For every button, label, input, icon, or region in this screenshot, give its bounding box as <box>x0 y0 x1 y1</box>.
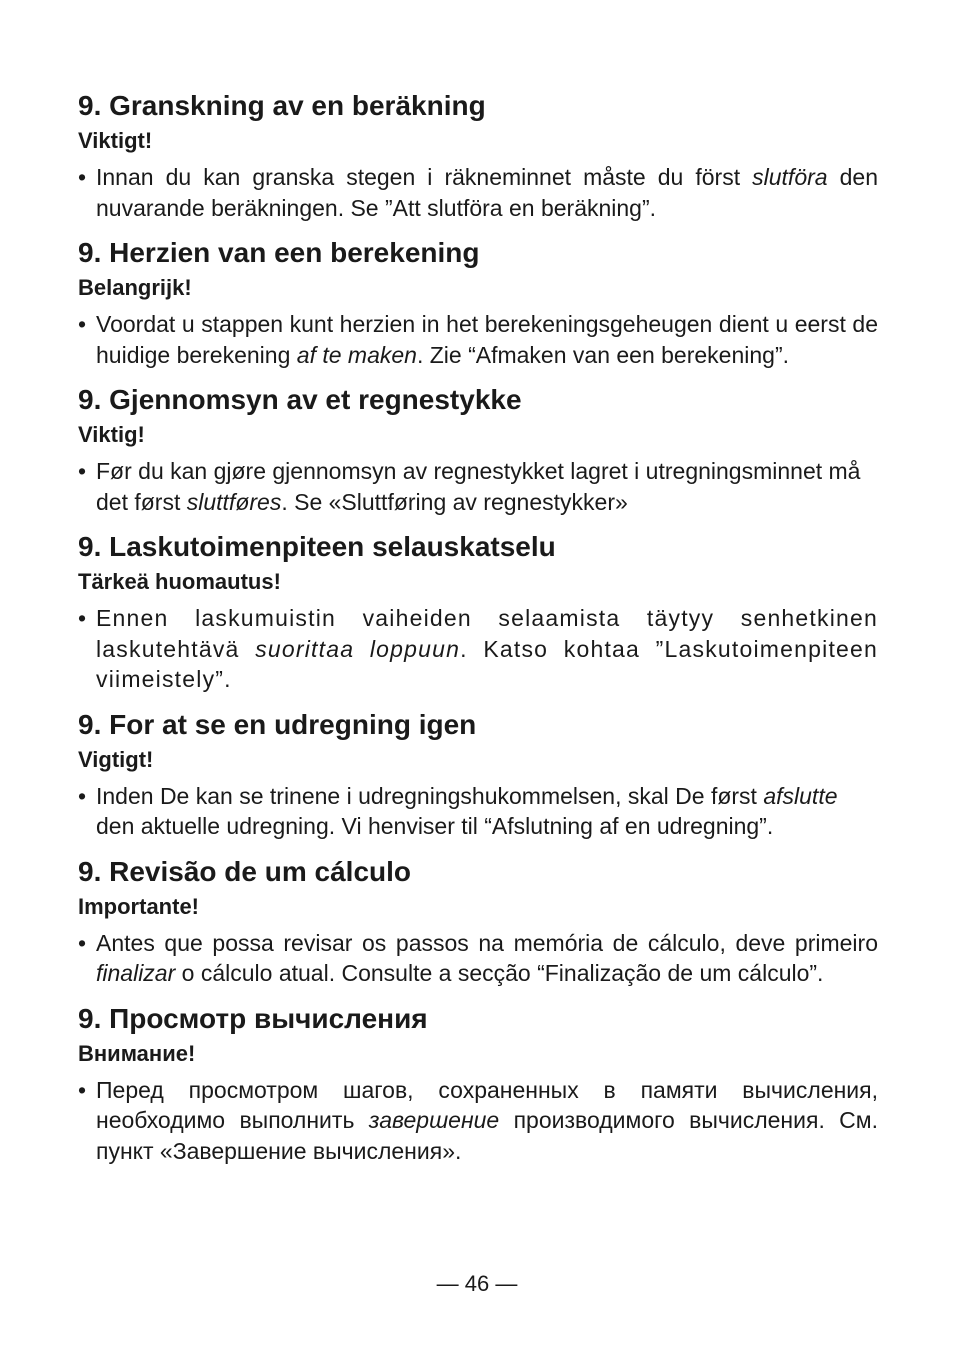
section-finnish <box>78 529 878 695</box>
bullet-text-part: Innan du kan granska stegen i räkneminnet måste du först <box>96 164 753 190</box>
bullet-item <box>78 781 878 842</box>
bullet-item <box>78 603 878 695</box>
important-label: Viktig! <box>78 422 145 447</box>
bullet-text <box>96 162 878 223</box>
bullet-dot: • <box>78 311 87 337</box>
bullet-item <box>78 162 878 223</box>
section-heading: 9. Granskning av en beräkning <box>78 90 486 121</box>
bullet-text-part: Ennen laskumuistin vaiheiden selaamista täytyy senhetkinen laskutehtävä <box>96 605 878 662</box>
bullet-dot: • <box>78 929 87 956</box>
bullet-text-part: Voordat u stappen kunt herzien in het berekeningsgeheugen dient u eerst de huidige berekening <box>96 311 878 368</box>
bullet-dot: • <box>78 605 87 631</box>
bullet-text <box>96 603 878 695</box>
bullet-emphasis: завершение <box>368 1107 500 1133</box>
bullet-dot: • <box>78 782 87 809</box>
section-portuguese <box>78 854 878 989</box>
bullet-text-part: . Se «Sluttføring av regnestykker» <box>281 488 628 515</box>
bullet-text-part: Før du kan gjøre gjennomsyn av regnestykket lagret i utregningsminnet må det først <box>96 458 861 515</box>
bullet-emphasis: slutföra <box>752 164 828 190</box>
section-norwegian <box>78 382 878 517</box>
important-label: Tärkeä huomautus! <box>78 569 281 594</box>
important-label: Belangrijk! <box>78 275 192 300</box>
important-label: Внимание! <box>78 1040 196 1066</box>
important-label: Viktigt! <box>78 128 153 153</box>
bullet-emphasis: afslutte <box>763 782 838 809</box>
page-number: — 46 — <box>436 1271 518 1296</box>
bullet-emphasis: finalizar <box>96 960 176 986</box>
section-danish <box>78 707 878 842</box>
bullet-dot: • <box>78 164 87 190</box>
bullet-emphasis: suorittaa loppuun <box>255 635 461 662</box>
bullet-text-part: Antes que possa revisar os passos na memória de cálculo, deve primeiro <box>96 929 878 956</box>
bullet-item <box>78 1075 878 1167</box>
section-russian <box>78 1001 878 1167</box>
bullet-emphasis: sluttføres <box>186 488 282 515</box>
bullet-emphasis: af te maken <box>296 341 417 368</box>
bullet-text-part: o cálculo atual. Consulte a secção “Finalização de um cálculo”. <box>175 960 824 986</box>
important-label: Vigtigt! <box>78 746 154 772</box>
section-heading: 9. Revisão de um cálculo <box>78 855 412 887</box>
section-heading: 9. Herzien van een berekening <box>78 237 480 268</box>
section-heading: 9. Laskutoimenpiteen selauskatselu <box>78 531 556 562</box>
bullet-text-part: den nuvarande beräkningen. Se ”Att slutföra en beräkning”. <box>96 164 878 221</box>
section-dutch <box>78 235 878 370</box>
bullet-text-part: . Katso kohtaa ”Laskutoimenpiteen viimeistely”. <box>96 635 879 692</box>
section-swedish <box>78 88 878 223</box>
section-heading: 9. For at se en udregning igen <box>78 708 477 740</box>
bullet-text <box>96 309 878 370</box>
bullet-text-part: Перед просмотром шагов, сохраненных в памяти вычисления, необходимо выполнить <box>96 1076 878 1133</box>
bullet-text-part: производимого вычисления. См. пункт «Завершение вычисления». <box>96 1107 878 1164</box>
bullet-text-part: den aktuelle udregning. Vi henviser til “Afslutning af en udregning”. <box>96 813 774 839</box>
important-label: Importante! <box>78 893 199 919</box>
manual-page <box>78 88 878 1166</box>
bullet-text-part: Inden De kan se trinene i udregningshukommelsen, skal De først <box>96 782 764 809</box>
bullet-item <box>78 456 878 517</box>
bullet-text <box>96 928 878 989</box>
bullet-dot: • <box>78 1076 87 1103</box>
section-heading: 9. Gjennomsyn av et regnestykke <box>78 384 522 415</box>
bullet-item <box>78 928 878 989</box>
bullet-text-part: . Zie “Afmaken van een berekening”. <box>416 341 790 368</box>
section-heading: 9. Просмотр вычисления <box>78 1002 428 1034</box>
bullet-text <box>96 456 878 517</box>
bullet-dot: • <box>78 458 87 484</box>
bullet-item <box>78 309 878 370</box>
bullet-text <box>96 781 878 842</box>
bullet-text <box>96 1075 878 1167</box>
